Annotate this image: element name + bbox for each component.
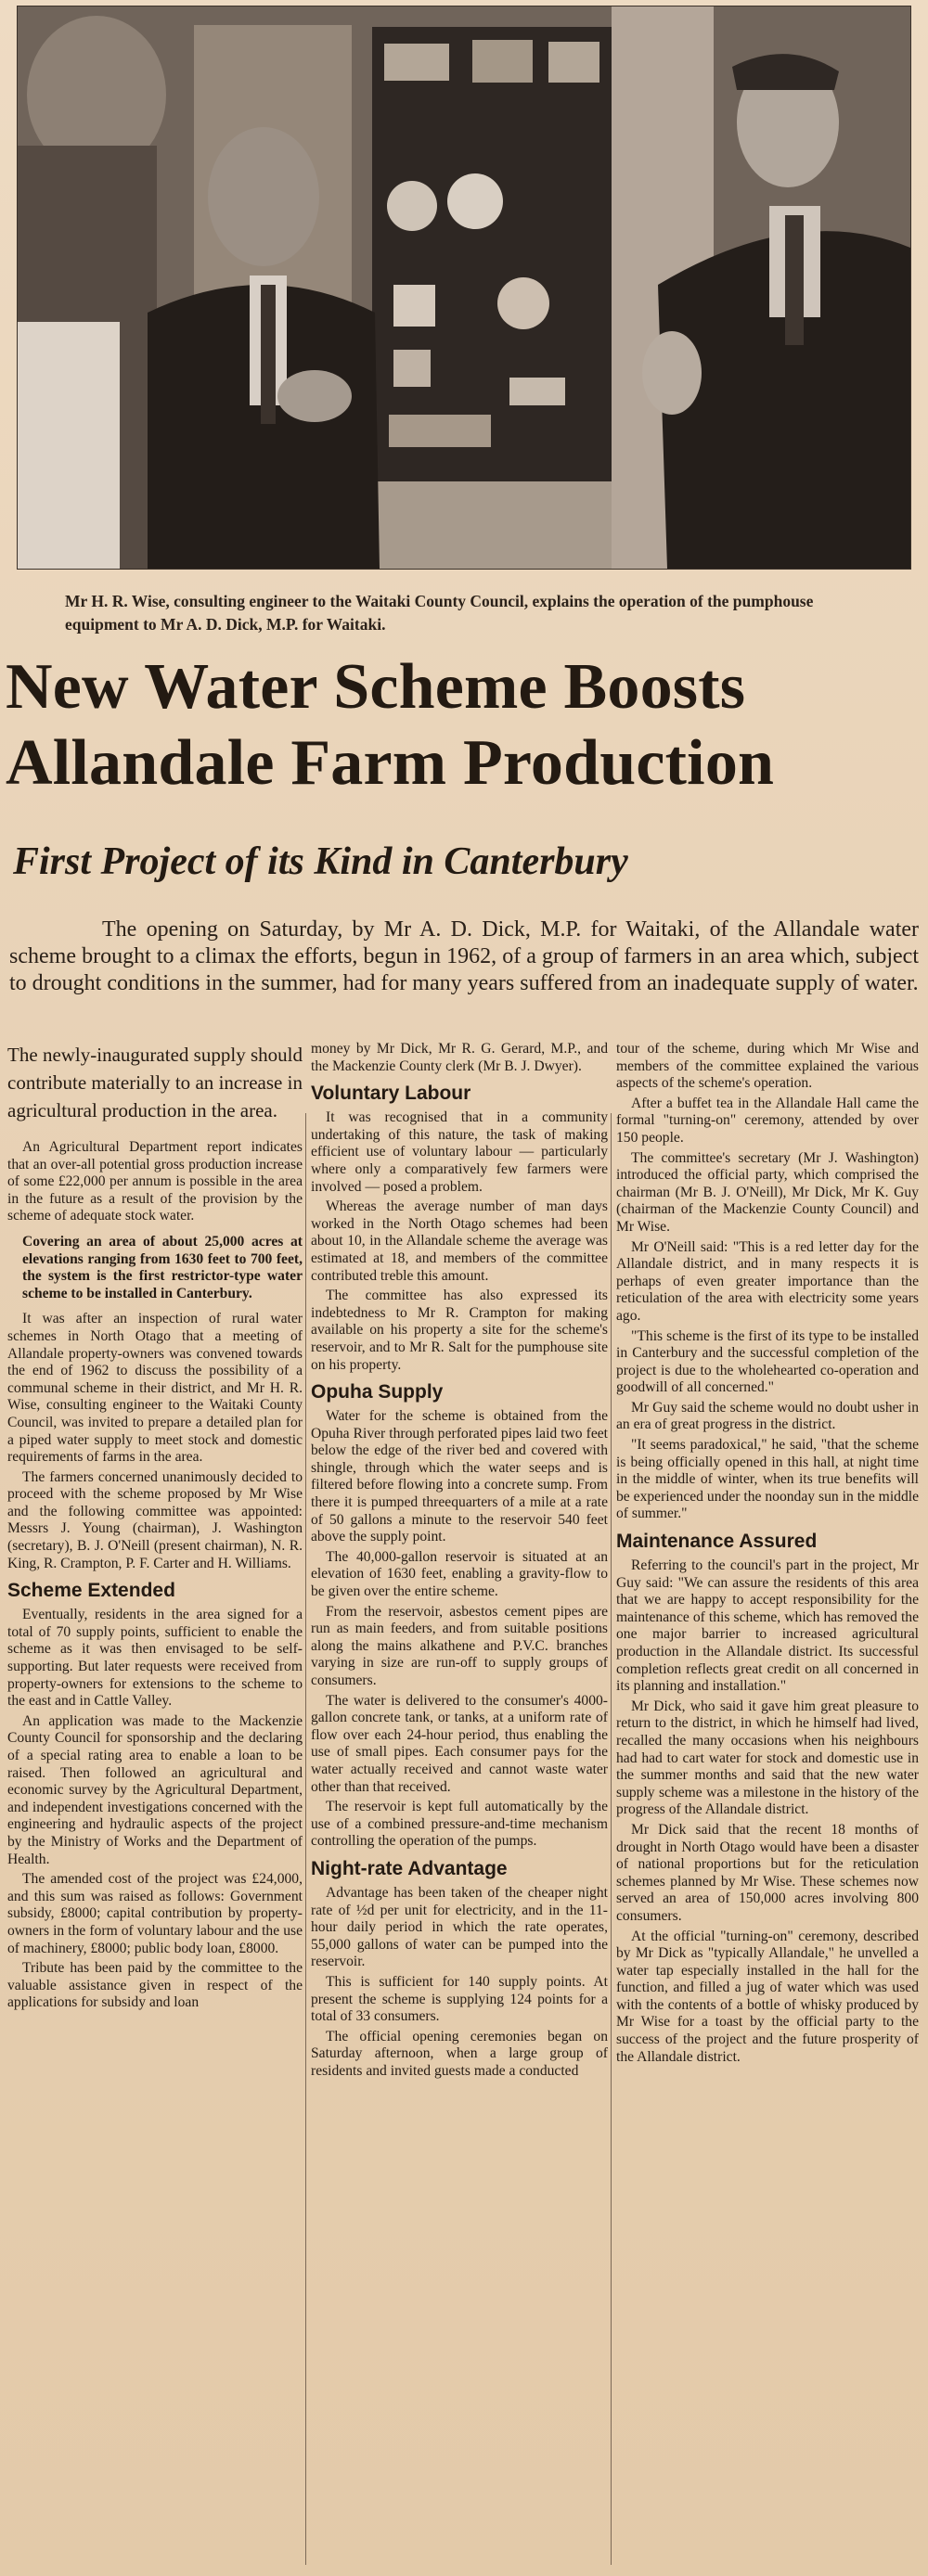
section-heading: Night-rate Advantage (311, 1857, 508, 1879)
section-heading: Scheme Extended (7, 1580, 175, 1602)
paragraph: The farmers concerned unanimously decided to proceed with the scheme proposed by Mr Wise and the following committee was appointed: Messrs J. Young (chairman), J. Washington (secretary), B. J. O'Neill (present chairman), N. R. King, R. Crampton, P. F. Carter and H. Williams. (7, 1468, 303, 1571)
column-rule (611, 1113, 612, 2565)
column-3 (616, 1041, 919, 2571)
paragraph: money by Mr Dick, Mr R. G. Gerard, M.P., and the Mackenzie County clerk (Mr B. J. Dwyer). (311, 1041, 608, 1074)
paragraph: Water for the scheme is obtained from the Opuha River through perforated pipes laid two feet below the edge of the river bed and covered with shingle, through which the water seeps and is filtered before flowing into a concrete sump. From there it is pumped threequarters of a mile at a rate of 50 gallons a minute to the reservoir 540 feet above the supply point. (311, 1408, 608, 1545)
paragraph: An application was made to the Mackenzie County Council for sponsorship and the declaring of a special rating area to enable a loan to be raised. Then followed an agricultural and economic survey by the Agricultural Department, and independent investigations concerned with the engineering and hydraulic aspects of the project by the Ministry of Works and the Department of Health. (7, 1712, 303, 1867)
column-1 (7, 1041, 303, 2571)
paragraph: The water is delivered to the consumer's 4000-gallon concrete tank, or tanks, at a uniform rate of flow over each 24-hour period, thus enabling the use of small pipes. Each consumer pays for the water actually received and cannot waste water other than that received. (311, 1692, 608, 1795)
paragraph: The committee's secretary (Mr J. Washington) introduced the official party, which comprised the chairman (Mr B. J. O'Neill), Mr Dick, Mr K. Guy (chairman of the Mackenzie County Council) and Mr Wise. (616, 1149, 919, 1235)
paragraph: "It seems paradoxical," he said, "that the scheme is being officially opened in this hall, at night time in the middle of winter, when its true benefits will be experienced under the noonday sun in the middle of summer." (616, 1437, 919, 1522)
paragraph: It was recognised that in a community undertaking of this nature, the task of making efficient use of voluntary labour — particularly where only a comparatively few farmers were involved — posed a problem. (311, 1109, 608, 1195)
paragraph: Mr Dick, who said it gave him great pleasure to return to the district, in which he himself had lived, recalled the many occasions when his neighbours had had to cart water for stock and domestic use in the summer months and said that the new water supply scheme was a milestone in the history of the progress of the Allandale district. (616, 1698, 919, 1818)
paragraph: Mr O'Neill said: "This is a red letter day for the Allandale district, and in many respects it is perhaps of even greater importance than the reticulation of the area with electricity some years ago. (616, 1238, 919, 1324)
photo-illustration (18, 6, 910, 569)
paragraph: After a buffet tea in the Allandale Hall came the formal "turning-on" ceremony, attended by over 150 people. (616, 1095, 919, 1146)
paragraph: The committee has also expressed its indebtedness to Mr R. Crampton for making available on his property a site for the scheme's reservoir, and to Mr R. Salt for the pumphouse site on his property. (311, 1288, 608, 1373)
column-rule (305, 1113, 306, 2565)
pumphouse-photo (17, 6, 911, 570)
paragraph: The official opening ceremonies began on Saturday afternoon, when a large group of residents and invited guests made a conducted (311, 2028, 608, 2079)
paragraph: Tribute has been paid by the committee to the valuable assistance given in respect of the applications for subsidy and loan (7, 1960, 303, 2011)
lead-paragraph: The newly-inaugurated supply should contribute materially to an increase in agricultural production in the area. (7, 1044, 303, 1121)
photo-caption: Mr H. R. Wise, consulting engineer to the Waitaki County Council, explains the operation of the pumphouse equipment to Mr A. D. Dick, M.P. for Waitaki. (65, 591, 814, 634)
paragraph: From the reservoir, asbestos cement pipes are run as main feeders, and from suitable positions along the mains alkathene and P.V.C. branches varying in size are run-off to supply groups of consumers. (311, 1603, 608, 1688)
paragraph: The 40,000-gallon reservoir is situated at an elevation of 1630 feet, enabling a gravity-flow to be given over the entire scheme. (311, 1548, 608, 1600)
subheadline: First Project of its Kind in Canterbury (13, 840, 628, 883)
paragraph: Referring to the council's part in the project, Mr Guy said: "We can assure the residents of this area that we are happy to accept responsibility for the maintenance of this scheme, which has removed the one major barrier to increased agricultural production in the Allandale district. Its successful completion reflects great credit on all concerned in its planning and installation." (616, 1557, 919, 1695)
highlight-paragraph: Covering an area of about 25,000 acres at elevations ranging from 1630 feet to 700 feet, the system is the first restrictor-type water scheme to be installed in Canterbury. (22, 1233, 303, 1301)
section-heading: Opuha Supply (311, 1381, 444, 1403)
paragraph: This is sufficient for 140 supply points. At present the scheme is supplying 124 points for a total of 33 consumers. (311, 1973, 608, 2025)
paragraph: Advantage has been taken of the cheaper night rate of ½d per unit for electricity, and in the 11-hour daily period in which the rate operates, 55,000 gallons of water can be pumped into the reservoir. (311, 1884, 608, 1970)
paragraph: Mr Guy said the scheme would no doubt usher in an era of great progress in the district. (616, 1399, 919, 1433)
paragraph: Eventually, residents in the area signed for a total of 70 supply points, sufficient to enable the scheme as it was then envisaged to be self-supporting. But later requests were received from property-owners for extensions to the scheme to the east and in Cattle Valley. (7, 1607, 303, 1710)
paragraph: tour of the scheme, during which Mr Wise and members of the committee explained the various aspects of the scheme's operation. (616, 1041, 919, 1092)
paragraph: It was after an inspection of rural water schemes in North Otago that a meeting of Allandale property-owners was convened towards the end of 1962 to discuss the possibility of a communal scheme in their district, and Mr H. R. Wise, consulting engineer to the Waitaki County Council, was invited to prepare a detailed plan for a piped water supply to meet stock and domestic requirements of farms in the area. (7, 1311, 303, 1466)
column-2 (311, 1041, 608, 2571)
intro-paragraph: The opening on Saturday, by Mr A. D. Dick, M.P. for Waitaki, of the Allandale water scheme brought to a climax the efforts, begun in 1962, of a group of farmers in an area which, subject to drought conditions in the summer, had for many years suffered from an inadequate supply of water. (9, 917, 919, 995)
paragraph: The amended cost of the project was £24,000, and this sum was raised as follows: Government subsidy, £8000; capital contribution by property-owners in the form of voluntary labour and the use of machinery, £8000; public body loan, £8000. (7, 1871, 303, 1956)
headline: New Water Scheme Boosts Allandale Farm Production (6, 651, 775, 799)
paragraph: At the official "turning-on" ceremony, described by Mr Dick as "typically Allandale," he unvelled a water tap especially installed in the hall for the function, and filled a jug of water which was used with the contents of a bottle of whisky produced by Mr Wise for a toast by the official party to the success of the project and the future prosperity of the Allandale district. (616, 1928, 919, 2065)
section-heading: Maintenance Assured (616, 1531, 818, 1553)
paragraph: Whereas the average number of man days worked in the North Otago schemes had been about 10, in the Allandale scheme the average was estimated at 18, and members of the committee contributed treble this amount. (311, 1198, 608, 1284)
control-panel (372, 27, 612, 481)
paragraph: The reservoir is kept full automatically by the use of a combined pressure-and-time mechanism controlling the operation of the pumps. (311, 1799, 608, 1850)
paragraph: Mr Dick said that the recent 18 months of drought in North Otago would have been a disaster of national proportions but for the reticulation schemes planned by Mr Wise. These schemes now served an area of 150,000 acres involving 800 consumers. (616, 1821, 919, 1924)
section-heading: Voluntary Labour (311, 1083, 471, 1105)
paragraph: An Agricultural Department report indicates that an over-all potential gross production increase of some £22,000 per annum is possible in the area in the future as a result of the provision by the scheme of adequate stock water. (7, 1139, 303, 1224)
article-columns (7, 1041, 921, 2571)
paragraph: "This scheme is the first of its type to be installed in Canterbury and the successful completion of the project is due to the wholehearted co-operation and goodwill of all concerned." (616, 1327, 919, 1396)
